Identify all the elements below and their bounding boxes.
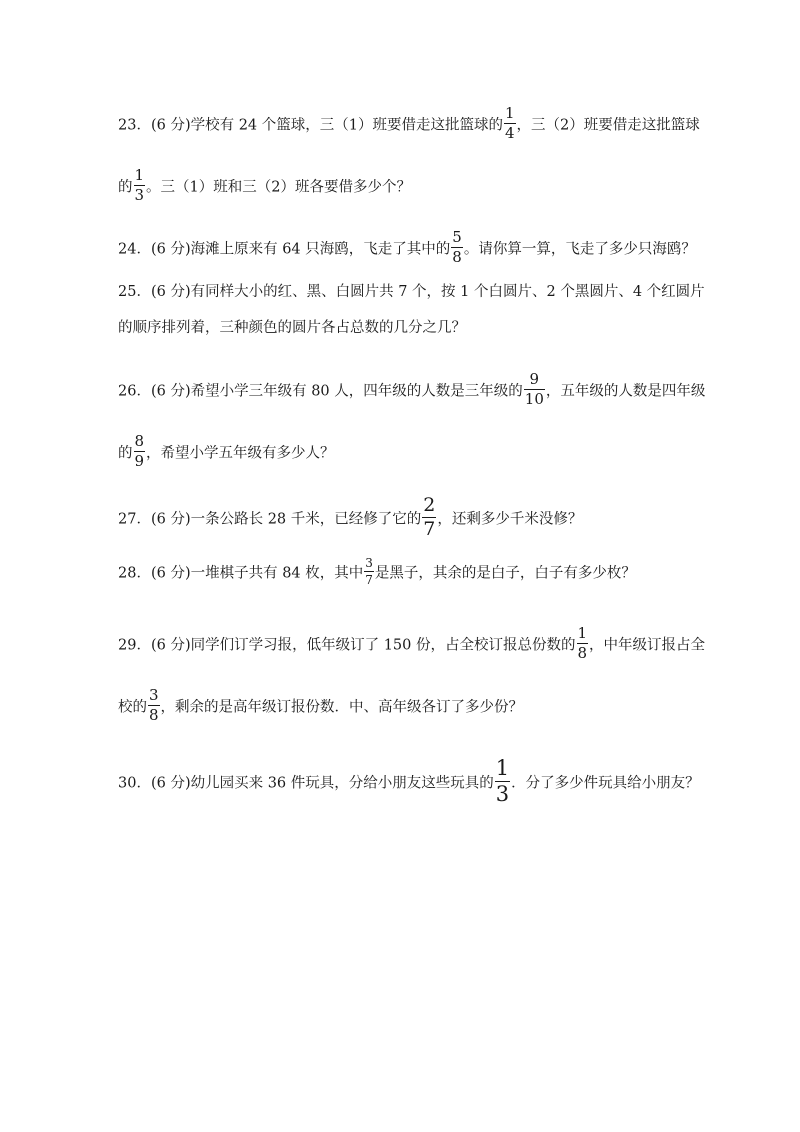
question-text: 25．(6 分)有同样大小的红、黑、白圆片共 7 个，按 1 个白圆片、2 个黑圆片、4 个红圆片 — [118, 284, 705, 300]
fraction-denominator: 8 — [149, 706, 159, 724]
question-text: ，三（2）班要借走这批篮球 — [516, 117, 700, 134]
fraction-denominator: 7 — [365, 573, 373, 587]
fraction-numerator: 3 — [149, 686, 159, 704]
question-27-line-1 — [118, 494, 583, 541]
question-text: 27．(6 分)一条公路长 28 千米，已经修了它的 — [118, 511, 422, 528]
question-text: 校的 — [118, 699, 147, 716]
fraction-denominator: 8 — [577, 644, 588, 662]
fraction-denominator: 9 — [134, 452, 145, 470]
question-text: 24．(6 分)海滩上原来有 64 只海鸥，飞走了其中的 — [118, 241, 451, 258]
fraction-denominator: 4 — [505, 124, 515, 142]
fraction-numerator: 1 — [505, 104, 515, 122]
fraction-numerator: 8 — [134, 432, 145, 450]
question-23-line-1 — [118, 104, 700, 143]
question-text: 29．(6 分)同学们订学习报，低年级订了 150 份，占全校订报总份数的 — [118, 637, 576, 654]
question-text: ，中年级订报占全 — [589, 637, 706, 654]
question-26-line-2 — [118, 432, 335, 471]
question-text: 28．(6 分)一堆棋子共有 84 枚，其中 — [118, 565, 364, 582]
fraction-denominator: 8 — [452, 248, 462, 266]
fraction-denominator: 10 — [524, 390, 544, 408]
fraction — [504, 106, 516, 141]
fraction — [134, 434, 146, 469]
question-23-line-2 — [118, 166, 411, 205]
question-text: 。请你算一算，飞走了多少只海鸥？ — [463, 241, 696, 258]
fraction — [148, 688, 160, 723]
question-text: 是黑子，其余的是白子，白子有多少枚？ — [374, 565, 636, 582]
fraction — [134, 168, 146, 203]
question-text: ，五年级的人数是四年级 — [545, 383, 706, 400]
question-29-line-2 — [118, 686, 524, 725]
question-text: ，还剩多少千米没修？ — [437, 511, 583, 528]
fraction-denominator: 7 — [423, 518, 436, 540]
question-text: 的顺序排列着，三种颜色的圆片各占总数的几分之几？ — [118, 320, 466, 336]
question-text: 。三（1）班和三（2）班各要借多少个？ — [146, 179, 411, 196]
fraction — [451, 230, 463, 265]
question-text: 26．(6 分)希望小学三年级有 80 人，四年级的人数是三年级的 — [118, 383, 523, 400]
question-text: 的 — [118, 445, 133, 462]
fraction-numerator: 1 — [495, 756, 510, 780]
question-text: ，希望小学五年级有多少人？ — [146, 445, 335, 462]
question-25-line-2 — [118, 318, 466, 338]
question-29-line-1 — [118, 624, 706, 663]
fraction — [577, 626, 589, 661]
question-25-line-1 — [118, 282, 705, 302]
question-text: 30．(6 分)幼儿园买来 36 件玩具，分给小朋友这些玩具的 — [118, 775, 494, 792]
question-28-line-1 — [118, 556, 636, 588]
question-24-line-1 — [118, 228, 696, 267]
fraction — [364, 557, 374, 586]
fraction — [422, 496, 436, 539]
question-text: 23．(6 分)学校有 24 个篮球，三（1）班要借走这批篮球的 — [118, 117, 503, 134]
fraction-denominator: 3 — [495, 782, 510, 806]
fraction-numerator: 2 — [423, 494, 436, 516]
fraction-numerator: 3 — [365, 556, 373, 570]
fraction-numerator: 9 — [524, 372, 545, 390]
fraction — [495, 758, 510, 805]
question-26-line-1 — [118, 370, 706, 409]
question-30-line-1 — [118, 756, 700, 807]
fraction-numerator: 1 — [134, 166, 145, 184]
question-text: 的 — [118, 179, 133, 196]
question-text: ．分了多少件玩具给小朋友？ — [511, 775, 700, 792]
fraction-denominator: 3 — [134, 186, 145, 204]
fraction-numerator: 1 — [577, 624, 588, 642]
fraction — [524, 372, 545, 407]
question-text: ，剩余的是高年级订报份数．中、高年级各订了多少份？ — [160, 699, 524, 716]
fraction-numerator: 5 — [452, 228, 462, 246]
